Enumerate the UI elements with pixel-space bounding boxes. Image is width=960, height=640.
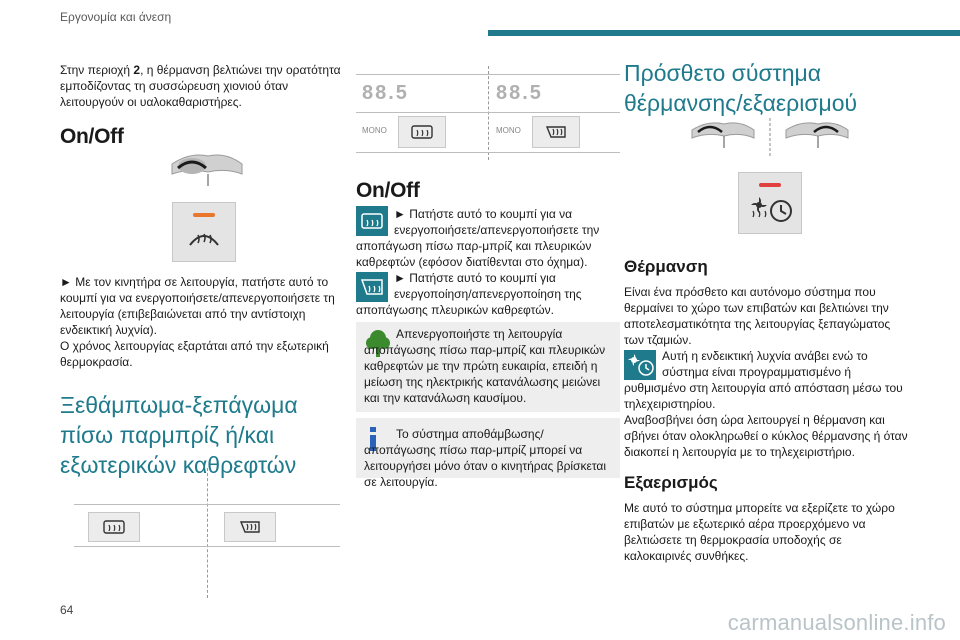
heating-lamp-description: Αυτή η ενδεικτική λυχνία ανάβει ενώ το σύστημα είναι προγραμματισμένο ή ρυθμισμένο στη λειτουργία από απόσταση μέσω του τηλεχειριστηρίου. <box>624 349 903 411</box>
heating-lamp-off: Αναβοσβήνει όση ώρα λειτουργεί η θέρμανση και σβήνει όταν ολοκληρωθεί ο κύκλος θέρμανσης ή όταν διακοπεί η λειτουργία με το τηλεχειριστήριο. <box>624 413 908 459</box>
info-note-box <box>356 418 620 489</box>
column-3 <box>624 256 910 564</box>
rear-screen-defrost-icon <box>103 519 125 535</box>
column-1-lower <box>60 274 346 480</box>
rear-defrost-heading: Ξεθάμπωμα-ξεπάγωμα πίσω παρμπρίζ ή/και εξωτερικών καθρεφτών <box>60 392 298 478</box>
mirror-defrost-icon <box>545 124 567 140</box>
onoff-heading-2: On/Off <box>356 179 420 202</box>
column-2 <box>356 178 622 318</box>
mirror-defrost-icon <box>239 519 261 535</box>
heating-timer-lamp-icon <box>624 350 656 380</box>
aux-heating-heading: Πρόσθετο σύστημα θέρμανσης/εξαερισμού <box>624 60 858 116</box>
rear-defrost-instruction: ► Πατήστε αυτό το κουμπί για να ενεργοποιήσετε/απενεργοποιήσετε την αποπάγωση πίσω παρ-μπρίζ και πλευρικών καθρεφτών (εφόσον διατίθενται στο όχημα). <box>356 207 600 269</box>
mirror-defrost-instruction: ► Πατήστε αυτό το κουμπί για ενεργοποίηση/απενεργοποίηση της αποπάγωσης πλευρικών καθρεφτών. <box>356 271 582 317</box>
display-readout-right: 88.5 <box>496 82 543 104</box>
mono-label-left: MONO <box>362 126 387 135</box>
ventilation-description: Με αυτό το σύστημα μπορείτε να εξερίζετε το χώρο επιβατών με εξωτερικό αέρα προερχόμενο να βελτιώσετε τη θερμοκρασία υποδοχής σε καλοκαιρινές συνθήκες. <box>624 501 895 563</box>
windscreen-defrost-icon <box>187 225 221 251</box>
watermark: carmanualsonline.info <box>727 610 946 635</box>
eco-note-box <box>356 322 620 412</box>
heating-description: Είναι ένα πρόσθετο και αυτόνομο σύστημα που θερμαίνει το χώρο των επιβατών και βελτιώνει την αποτελεσματικότητα της λειτουργίας ξεπαγώματος των τζαμιών. <box>624 285 891 347</box>
mono-label-right: MONO <box>496 126 521 135</box>
rear-screen-button-left <box>88 512 140 542</box>
heating-timer-icon <box>749 195 793 225</box>
rear-screen-defrost-icon <box>356 206 388 236</box>
rear-defrost-button-image <box>172 202 236 262</box>
section-header: Εργονομία και άνεση <box>60 10 172 24</box>
onoff-heading: On/Off <box>60 125 124 148</box>
heating-heading: Θέρμανση <box>624 257 708 276</box>
mirror-button-panel <box>532 116 580 148</box>
indicator-lamp <box>759 183 781 187</box>
info-note-text: Το σύστημα αποθάμβωσης/αποπάγωσης πίσω παρ-μπρίζ μπορεί να λειτουργήσει μόνο όταν ο κινητήρας βρίσκεται σε λειτουργία. <box>364 427 606 489</box>
display-readout-left: 88.5 <box>362 82 409 104</box>
header-accent-bar <box>488 30 960 36</box>
rear-screen-button-panel <box>398 116 446 148</box>
onoff-instruction: ► Με τον κινητήρα σε λειτουργία, πατήστε αυτό το κουμπί για να ενεργοποιήσετε/απενεργοποιήσετε τη λειτουργία (επιβεβαιώνεται από την αντίστοιχη ενδεικτική λυχνία). <box>60 275 335 337</box>
onoff-duration-note: Ο χρόνος λειτουργίας εξαρτάται από την εξωτερική θερμοκρασία. <box>60 339 329 369</box>
dashboard-buttons-illustration <box>74 468 340 598</box>
aux-heating-button-image <box>738 172 802 234</box>
column-1 <box>60 62 346 150</box>
page-number: 64 <box>60 603 74 617</box>
steering-stalk-icon <box>168 152 246 188</box>
intro-paragraph: Στην περιοχή 2, η θέρμανση βελτιώνει την ορατότητα εμποδίζοντας τη συσσώρευση χιονιού όταν λειτουργούν οι υαλοκαθαριστήρες. <box>60 63 341 109</box>
eco-note-text: Απενεργοποιήστε τη λειτουργία αποπάγωσης πίσω παρ-μπρίζ και πλευρικών καθρεφτών με την πρώτη ευκαιρία, επειδή η μείωση της ηλεκτρικής κατανάλωσης μειώνει και την κατανάλωση καυσίμου. <box>364 327 606 405</box>
indicator-lamp <box>193 213 215 217</box>
mirror-defrost-icon <box>356 272 388 302</box>
ventilation-heading: Εξαερισμός <box>624 473 718 492</box>
mirror-button-right <box>224 512 276 542</box>
climate-panel-illustration <box>356 66 620 160</box>
steering-stalk-icons <box>690 118 850 158</box>
rear-screen-defrost-icon <box>411 124 433 140</box>
